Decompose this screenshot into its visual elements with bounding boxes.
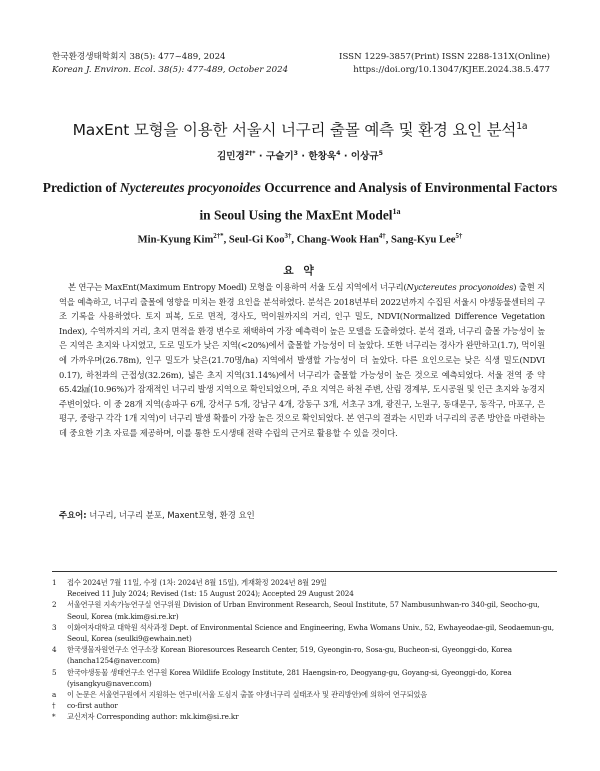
journal-citation [52, 51, 288, 77]
authors-korean: 김민경$^{2\dagger*}$ · 구슬기$^3$ · 한창욱$^4$ · 이상규$^5$ [217, 149, 383, 162]
abstract-part-1: 본 연구는 MaxEnt(Maximum Entropy Moedl) 모형을 이용하여 서울 도심 지역에서 너구리( [68, 282, 407, 292]
abstract-species: Nyctereutes procyonoides [406, 282, 514, 292]
footnote-line: co-first author [67, 701, 118, 711]
author-en-4: Sang-Kyu Lee [391, 234, 456, 246]
footnote-5 [52, 667, 557, 689]
footnote-divider [52, 571, 557, 572]
author-ko-2-sup: 3 [293, 149, 299, 157]
footnotes [52, 577, 557, 723]
footnote-line: 서울연구원 지속가능연구실 연구위원 Division of Urban Environment Research, Seoul Institute, 57 Nambusunhwan-ro 340-gil, Seocho-gu, Seoul, Korea (mk.kim@si.re.kr) [67, 600, 540, 621]
keywords-label: 주요어: [59, 510, 87, 520]
title-en-sup: 1a [392, 207, 401, 216]
footnote-line: 한국생물자원연구소 연구소장 Korean Bioresources Research Center, 519, Gyeongin-ro, Sosa-gu, Bucheon-si, Gyeonggi-do, Korea (hancha1254@naver.com) [67, 645, 512, 666]
author-en-3: Chang-Wook Han [296, 234, 379, 246]
footnote-2 [52, 599, 557, 621]
abstract-part-2: ) 출현 지역을 예측하고, 너구리 출몰에 영향을 미치는 환경 요인을 분석하였다. 분석은 2018년부터 2022년까지 수집된 서울시 야생동물센터의 구조 기록을 사용하였다. 토지 피복, 도로 면적, 경사도, 먹이원까지의 거리, 인구 밀도, NDVI(Normalized Difference Vegetation Index), 수역까지의 거리, 초지 면적을 환경 변수로 채택하여 가장 예측력이 높은 모델을 도출하였다. 분석 결과, 너구리 출몰 가능성이 높은 지역은 초지와 나지였고, 도로 밀도가 낮은 지역(<20%)에서 출몰할 가능성이 더 높았다. 또한 너구리는 경사가 완만하고(1.7), 먹이원에 가까우며(26.78m), 인구 밀도가 낮은(21.70명/ha) 지역에서 발생할 가능성이 더 높았다. 다른 요인으로는 낮은 식생 밀도(NDVI 0.17), 하천과의 근접성(32.26m), 넓은 초지 지역(31.14%)에서 너구리가 출몰할 가능성이 높은 것으로 예측되었다. 서울 전역 중 약 65.42㎢(10.96%)가 잠재적인 너구리 발생 지역으로 확인되었으며, 주요 지역은 하천 주변, 산림 경계부, 도시공원 및 인근 초지와 농경지 주변이었다. 이 중 28개 지역(송파구 6개, 강서구 5개, 강남구 4개, 강동구 3개, 서초구 3개, 광진구, 노원구, 동대문구, 동작구, 마포구, 은평구, 중랑구 각각 1개 지역)이 너구리 발생 확률이 가장 높은 것으로 확인되었다. 본 연구의 결과는 시민과 너구리의 공존 방안을 마련하는 데 중요한 기초 자료를 제공하며, 이를 통한 도시생태 전략 수립의 근거로 활용할 수 있을 것이다. [59, 282, 545, 438]
doi-link[interactable]: https://doi.org/10.13047/KJEE.2024.38.5.477 [353, 65, 550, 75]
title-english [40, 176, 560, 227]
footnote-1 [52, 577, 557, 599]
author-ko-2: 구슬기 [265, 151, 294, 162]
title-korean [0, 118, 600, 140]
author-en-2: Seul-Gi Koo [228, 234, 285, 246]
footnote-3 [52, 622, 557, 644]
footnote-line: 접수 2024년 7월 11일, 수정 (1차: 2024년 8월 15일), 게재확정 2024년 8월 29일 [67, 578, 327, 587]
journal-identifiers [339, 51, 550, 77]
author-en-4-sup: 5† [455, 233, 463, 240]
title-en-species: Nyctereutes procyonoides [119, 180, 261, 195]
author-ko-1: 김민경 [217, 151, 245, 162]
footnote-dagger [52, 700, 557, 711]
title-korean-text: MaxEnt 모형을 이용한 서울시 너구리 출몰 예측 및 환경 요인 분석 [72, 121, 517, 139]
author-ko-1-sup: 2†* [244, 149, 256, 157]
journal-name-ko: 한국환경생태학회지 38(5): 477~489, 2024 [52, 52, 226, 62]
footnote-line: 교신저자 Corresponding author: mk.kim@si.re.kr [67, 712, 239, 722]
author-en-3-sup: 4† [378, 233, 386, 240]
title-korean-sup: 1a [516, 120, 528, 132]
footnote-marker: 1 [52, 578, 57, 587]
footnote-line: 이 논문은 서울연구원에서 지원하는 연구비(서울 도심지 출몰 야생너구리 실태조사 및 관리방안)에 의하여 연구되었음 [67, 690, 428, 700]
keywords-value: 너구리, 너구리 분포, Maxent모형, 환경 요인 [89, 510, 255, 520]
footnote-asterisk [52, 711, 557, 722]
footnote-marker: a [52, 690, 57, 700]
abstract-heading: 요 약 [283, 264, 317, 277]
title-en-post: Occurrence and Analysis of Environmental Factors in Seoul Using the MaxEnt Model [199, 180, 558, 223]
author-ko-3: 한창욱 [308, 151, 337, 162]
issn: ISSN 1229-3857(Print) ISSN 2288-131X(Online) [339, 52, 550, 62]
author-en-1: Min-Kyung Kim [137, 234, 214, 246]
footnote-marker: † [52, 701, 56, 711]
author-ko-4-sup: 5 [378, 149, 383, 157]
author-ko-3-sup: 4 [336, 149, 341, 157]
author-en-2-sup: 3† [284, 233, 292, 240]
author-en-1-sup: 2†* [213, 233, 224, 240]
author-ko-4: 이상규 [350, 151, 379, 162]
footnote-line: 한국야생동물 생태연구소 연구원 Korea Wildlife Ecology Institute, 281 Haengsin-ro, Deogyang-gu, Goyang-si, Gyeonggi-do, Korea (yisangkyu@naver.com) [67, 667, 512, 688]
footnote-marker: 4 [52, 645, 57, 655]
footnote-marker: 3 [52, 622, 57, 632]
footnote-marker: 5 [52, 667, 57, 677]
footnote-line: Received 11 July 2024; Revised (1st: 15 August 2024); Accepted 29 August 2024 [67, 589, 354, 599]
title-en-pre: Prediction of [42, 180, 120, 195]
footnote-line: 이화여자대학교 대학원 석사과정 Dept. of Environmental Science and Engineering, Ewha Womans Univ., 52, Ewhayeodae-gil, Seodaemun-gu, Seoul, Korea (seulki9@ewhain.net) [67, 622, 554, 644]
journal-name-en: Korean J. Environ. Ecol. 38(5): 477-489, October 2024 [52, 65, 289, 75]
abstract-body [59, 280, 545, 441]
footnote-marker: * [52, 712, 56, 722]
footnote-a [52, 689, 557, 700]
footnote-4 [52, 644, 557, 666]
footnote-marker: 2 [52, 600, 57, 610]
keywords [59, 509, 545, 521]
authors-english: Min-Kyung Kim$^{2\dagger*}$, Seul-Gi Koo$^{3\dagger}$, Chang-Wook Han$^{4\dagger}$, Sang-Kyu Lee$^{5\dagger}$ [137, 233, 463, 246]
